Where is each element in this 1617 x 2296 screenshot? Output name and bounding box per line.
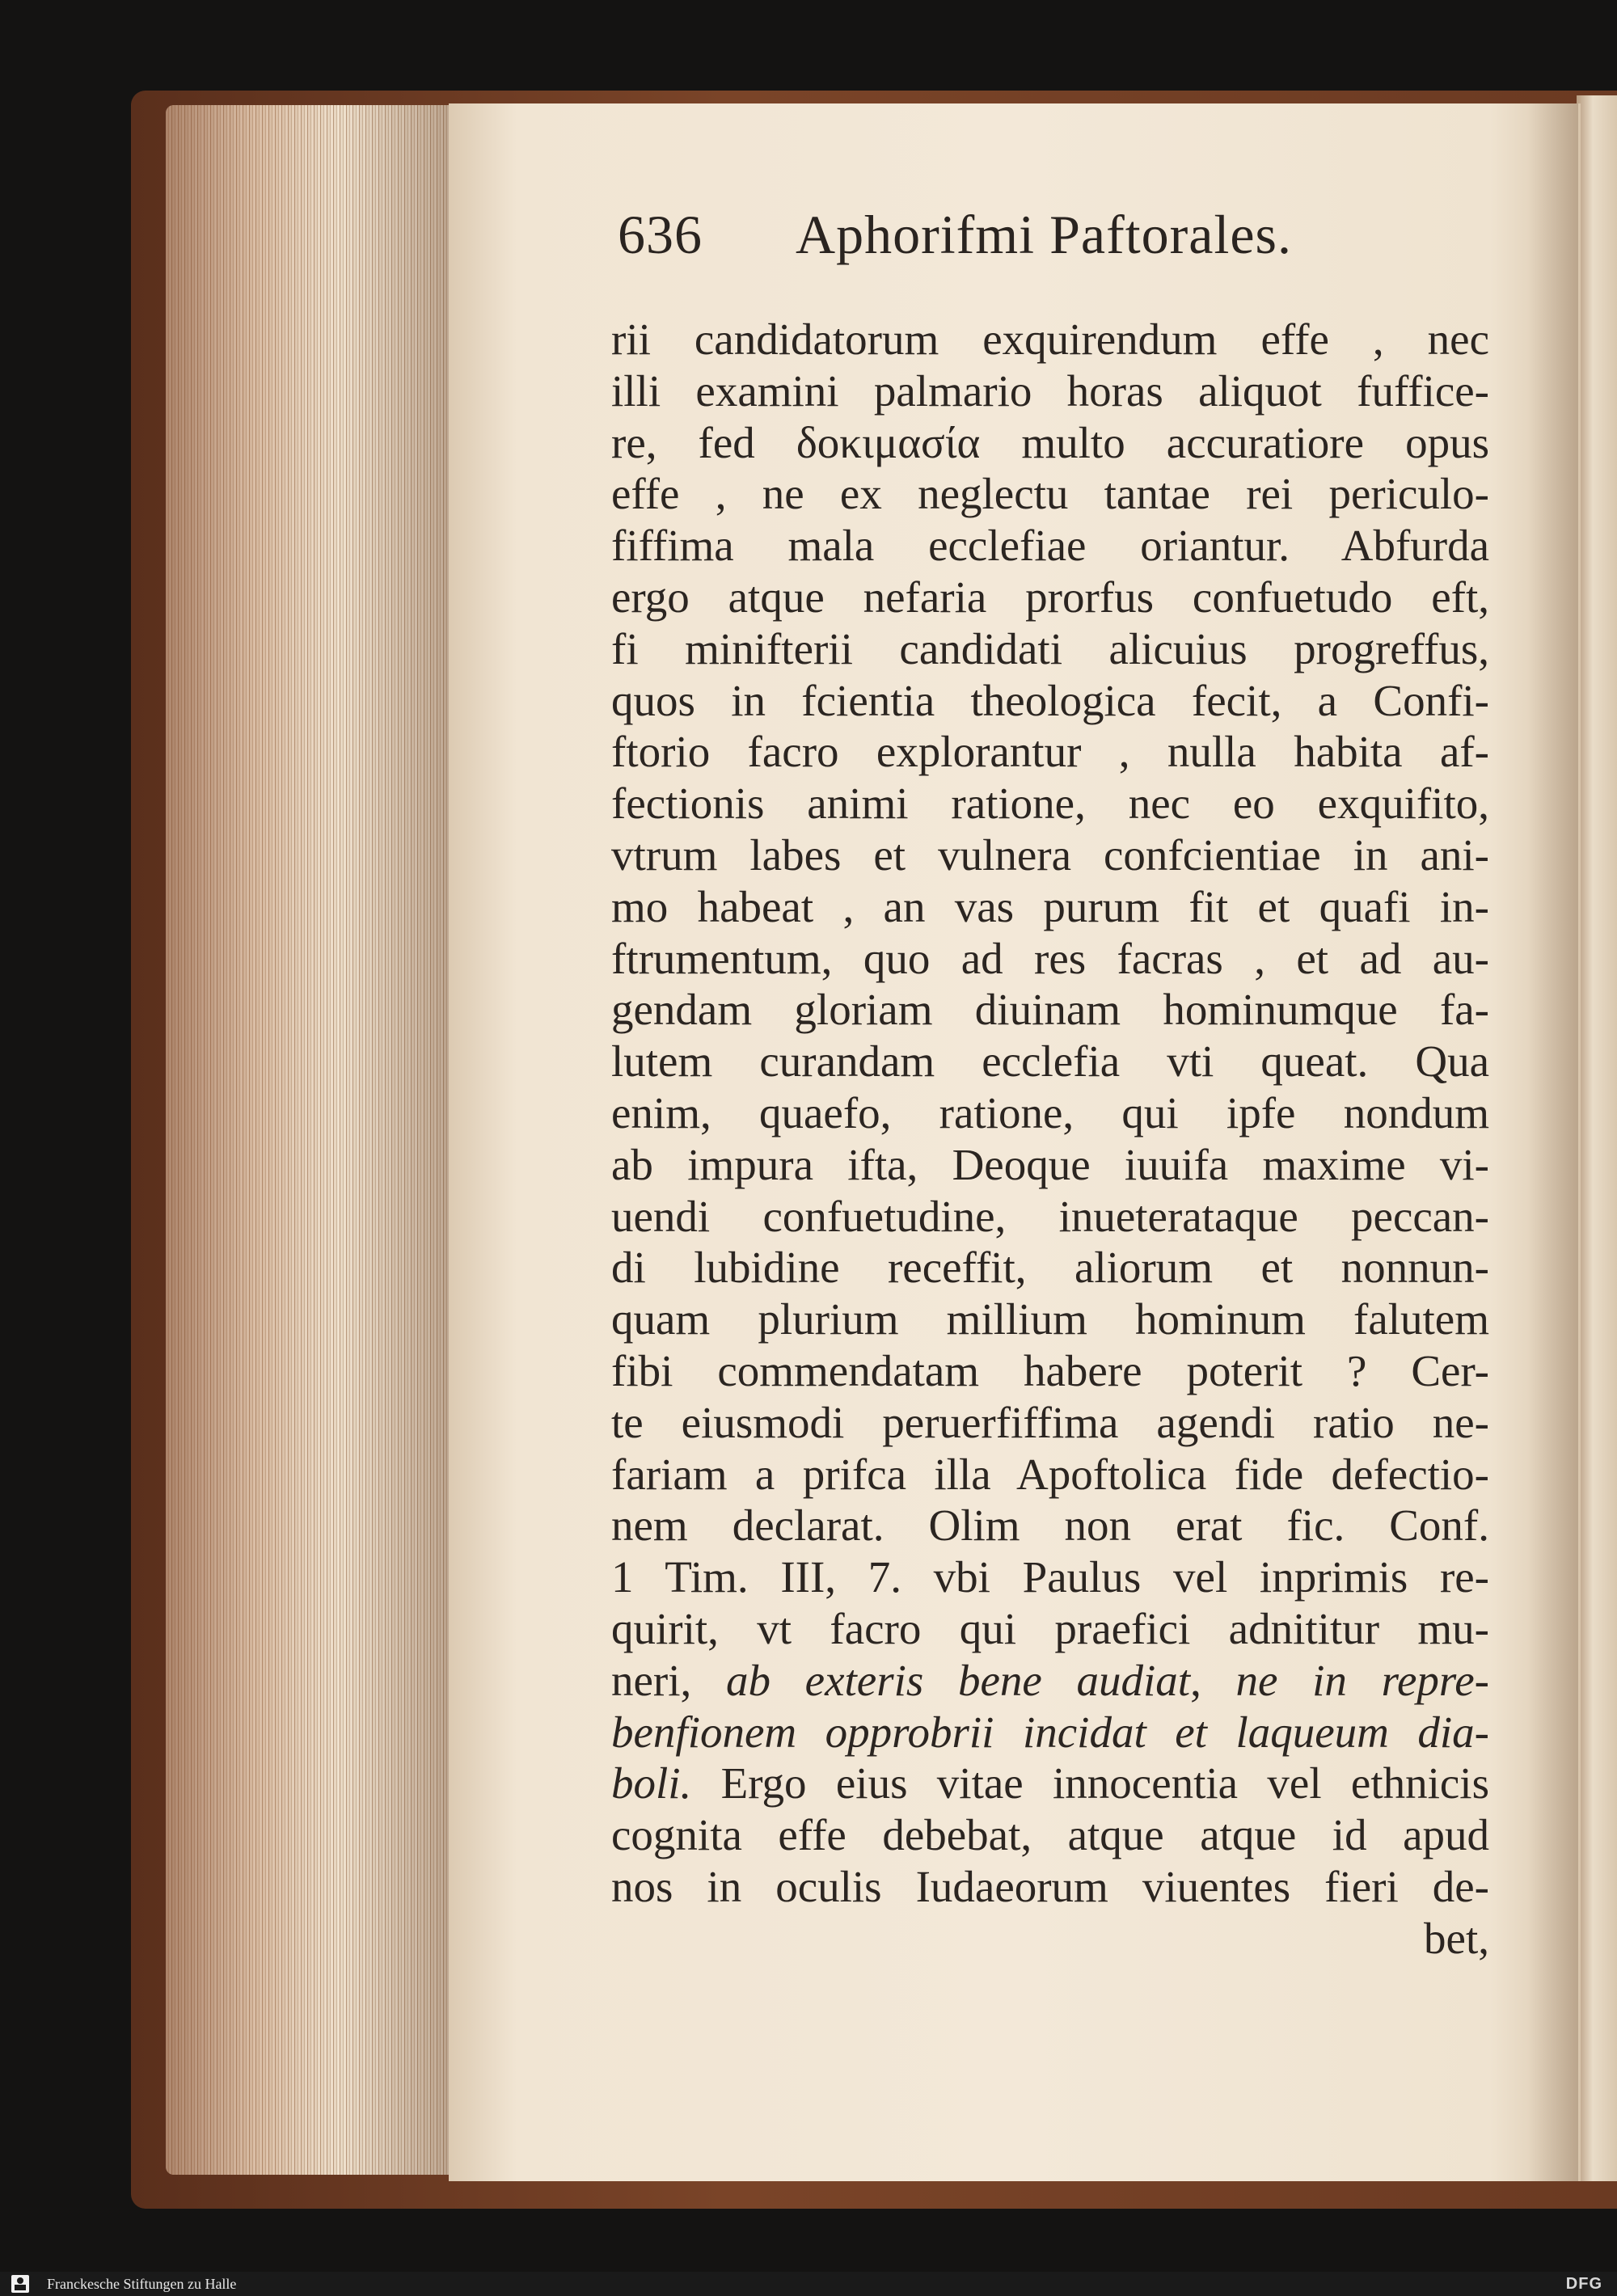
text-line: quam plurium millium hominum falutem: [611, 1294, 1489, 1344]
page-number: 636: [618, 204, 703, 265]
text-line: rii candidatorum exquirendum effe , nec: [611, 314, 1489, 364]
facing-page-edge: [1577, 95, 1617, 2181]
text-line: fiffima mala ecclefiae oriantur. Abfurda: [611, 521, 1489, 571]
text-fragment: neri,: [611, 1655, 726, 1705]
text-line: quos in fcientia theologica fecit, a Confi-: [611, 675, 1489, 725]
text-line: uendi confuetudine, inueterataque peccan-: [611, 1191, 1489, 1241]
text-line-italic: [611, 1707, 1489, 1758]
text-line: fibi commendatam habere poterit ? Cer-: [611, 1345, 1489, 1395]
text-line: fariam a prifca illa Apoftolica fide defectio-: [611, 1449, 1489, 1499]
text-line: enim, quaefo, ratione, qui ipfe nondum: [611, 1087, 1489, 1137]
text-fragment: Ergo eius vitae innocentia vel ethnicis: [691, 1758, 1489, 1809]
italic-text: ab exteris bene audiat: [725, 1655, 1191, 1705]
italic-text: ne in repre-: [1235, 1655, 1489, 1705]
page-title: Aphorifmi Paftorales.: [796, 204, 1292, 265]
library-logo-icon: [11, 2275, 29, 2293]
text-line: ab impura ifta, Deoque iuuifa maxime vi-: [611, 1139, 1489, 1189]
footer-bar: [0, 2272, 1617, 2296]
body-text: [611, 314, 1489, 1965]
text-line: nem declarat. Olim non erat fic. Conf.: [611, 1500, 1489, 1551]
text-line: ergo atque nefaria prorfus confuetudo eft,: [611, 572, 1489, 622]
gutter-shadow: [1528, 103, 1578, 2181]
text-line: vtrum labes et vulnera confcientiae in ani-: [611, 829, 1489, 880]
page-edges-shade: [166, 105, 457, 2175]
text-line: lutem curandam ecclefia vti queat. Qua: [611, 1036, 1489, 1087]
text-line-with-italics: [611, 1655, 1489, 1707]
text-line: ftorio facro explorantur , nulla habita af-: [611, 727, 1489, 777]
text-line: gendam gloriam diuinam hominumque fa-: [611, 985, 1489, 1035]
running-head: [618, 194, 1515, 283]
text-line: effe , ne ex neglectu tantae rei periculo-: [611, 469, 1489, 519]
dfg-logo: DFG: [1565, 2275, 1602, 2293]
text-line: nos in oculis Iudaeorum viuentes fieri de-: [611, 1861, 1489, 1911]
text-line: cognita effe debebat, atque atque id apud: [611, 1810, 1489, 1860]
library-name: Franckesche Stiftungen zu Halle: [47, 2276, 237, 2292]
catchword: bet,: [1424, 1913, 1489, 1963]
text-line: illi examini palmario horas aliquot fuffice-: [611, 365, 1489, 416]
text-line: quirit, vt facro qui praefici adnititur mu-: [611, 1603, 1489, 1653]
text-line: fi minifterii candidati alicuius progreffus,: [611, 623, 1489, 673]
text-line-with-italics: [611, 1758, 1489, 1809]
text-line: mo habeat , an vas purum fit et quafi in-: [611, 881, 1489, 931]
text-line: re, fed δοκιμασία multo accuratiore opus: [611, 417, 1489, 467]
text-line: ftrumentum, quo ad res facras , et ad au-: [611, 933, 1489, 983]
italic-text: boli.: [611, 1758, 692, 1809]
text-line: di lubidine receffit, aliorum et nonnun-: [611, 1243, 1489, 1293]
text-line: 1 Tim. III, 7. vbi Paulus vel inprimis re-: [611, 1552, 1489, 1602]
text-fragment: ,: [1190, 1655, 1236, 1705]
italic-text: benfionem opprobrii incidat et laqueum dia-: [611, 1707, 1489, 1757]
text-line: te eiusmodi peruerfiffima agendi ratio ne-: [611, 1397, 1489, 1447]
text-line: fectionis animi ratione, nec eo exquifito,: [611, 779, 1489, 829]
